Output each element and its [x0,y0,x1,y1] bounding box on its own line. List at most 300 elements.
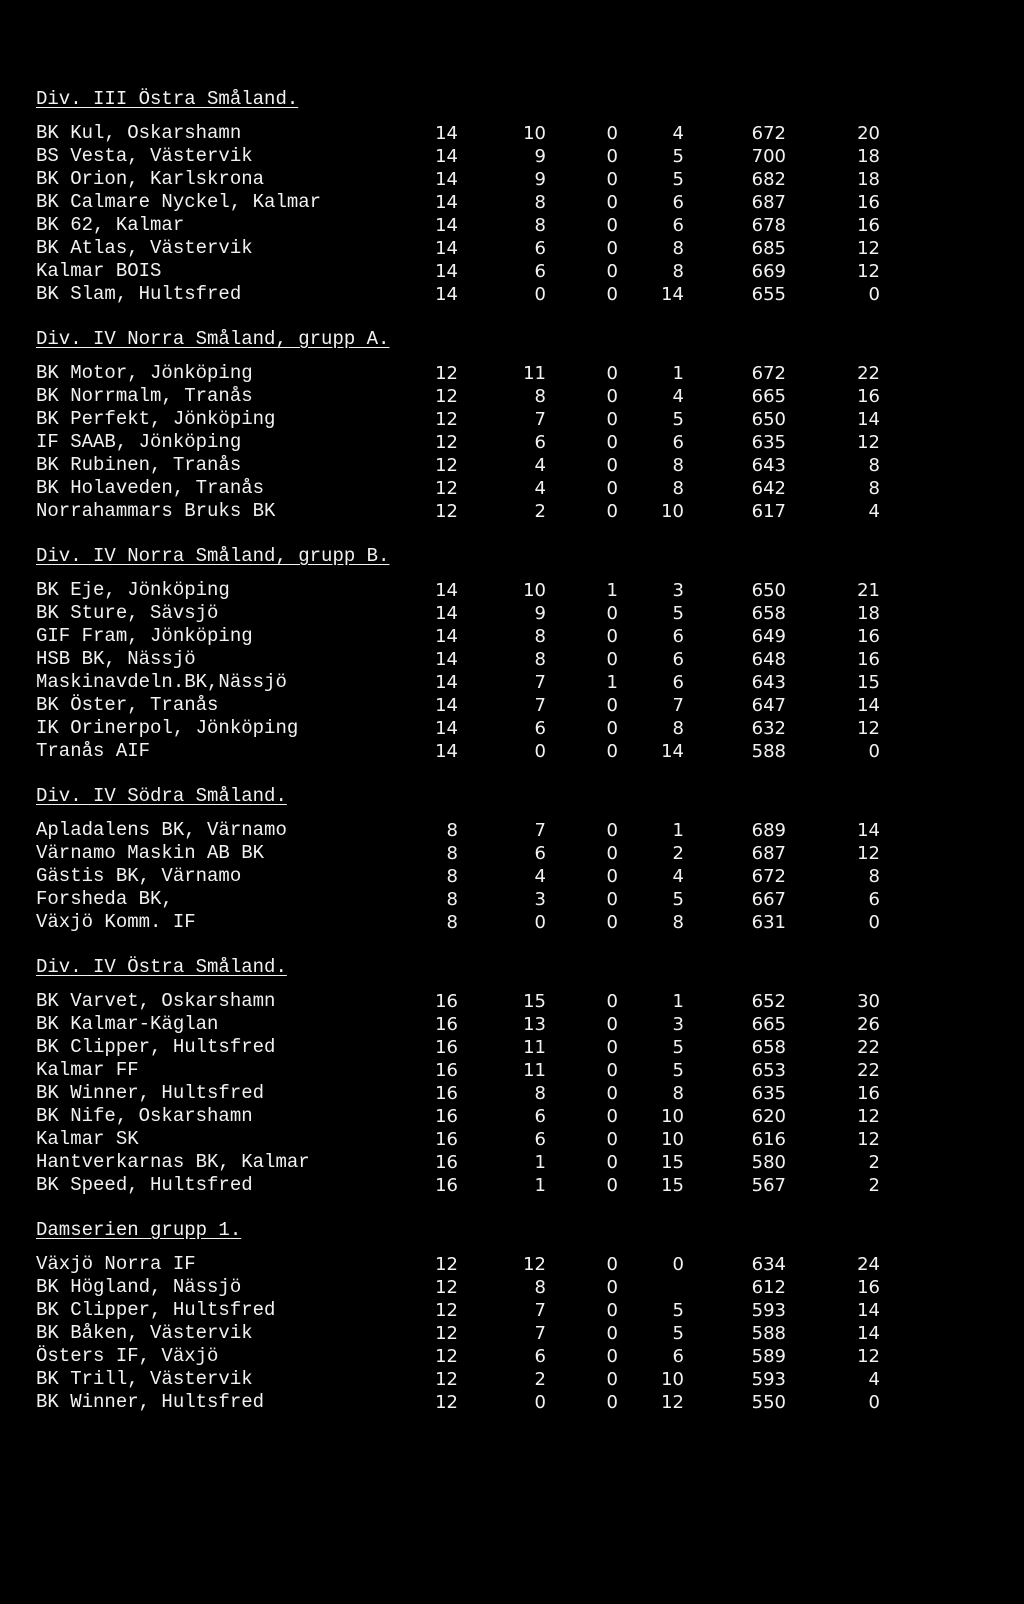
points: 16 [857,215,880,236]
pins-average: 642 [751,478,786,499]
team-name: BK Holaveden, Tranås [36,477,265,499]
draws: 0 [606,912,618,933]
draws: 0 [606,741,618,762]
points: 0 [868,1392,880,1413]
wins: 15 [523,991,546,1012]
team-row [36,648,996,671]
team-name: BK Högland, Nässjö [36,1276,242,1298]
draws: 0 [606,169,618,190]
team-row [36,1013,996,1036]
points: 26 [857,1014,880,1035]
wins: 8 [534,649,546,670]
losses: 8 [672,455,684,476]
losses: 5 [672,1037,684,1058]
wins: 9 [534,169,546,190]
division-title: Div. IV Södra Småland. [36,785,287,807]
draws: 0 [606,695,618,716]
team-name: BK Clipper, Hultsfred [36,1036,276,1058]
team-row [36,1151,996,1174]
points: 8 [868,478,880,499]
draws: 0 [606,1060,618,1081]
losses: 10 [661,1129,684,1150]
standings-table [36,1253,996,1414]
wins: 6 [534,1129,546,1150]
team-row [36,1345,996,1368]
points: 16 [857,386,880,407]
draws: 0 [606,261,618,282]
losses: 6 [672,215,684,236]
points: 12 [857,432,880,453]
matches-played: 12 [435,478,458,499]
matches-played: 16 [435,1083,458,1104]
pins-average: 685 [751,238,786,259]
team-name: BK Trill, Västervik [36,1368,253,1390]
draws: 0 [606,649,618,670]
points: 2 [868,1175,880,1196]
wins: 7 [534,820,546,841]
pins-average: 689 [751,820,786,841]
team-name: BK Kalmar-Käglan [36,1013,219,1035]
points: 18 [857,603,880,624]
matches-played: 14 [435,146,458,167]
matches-played: 14 [435,284,458,305]
wins: 11 [523,363,546,384]
pins-average: 669 [751,261,786,282]
team-row [36,214,996,237]
matches-played: 12 [435,1277,458,1298]
matches-played: 12 [435,501,458,522]
wins: 7 [534,672,546,693]
draws: 1 [606,580,618,601]
pins-average: 687 [751,843,786,864]
team-row [36,1299,996,1322]
team-row [36,237,996,260]
draws: 0 [606,386,618,407]
draws: 0 [606,1014,618,1035]
matches-played: 14 [435,718,458,739]
matches-played: 12 [435,386,458,407]
points: 12 [857,718,880,739]
points: 21 [857,580,880,601]
matches-played: 8 [446,843,458,864]
standings-table [36,990,996,1197]
wins: 6 [534,1106,546,1127]
points: 12 [857,261,880,282]
team-name: Hantverkarnas BK, Kalmar [36,1151,310,1173]
team-name: Forsheda BK, [36,888,173,910]
team-name: BK Öster, Tranås [36,694,219,716]
pins-average: 650 [751,409,786,430]
pins-average: 700 [751,146,786,167]
matches-played: 12 [435,455,458,476]
points: 14 [857,409,880,430]
pins-average: 634 [751,1254,786,1275]
team-name: IF SAAB, Jönköping [36,431,242,453]
matches-played: 12 [435,1254,458,1275]
points: 15 [857,672,880,693]
team-name: Tranås AIF [36,740,151,762]
team-row [36,122,996,145]
team-row [36,911,996,934]
matches-played: 12 [435,1323,458,1344]
losses: 15 [661,1152,684,1173]
losses: 4 [672,123,684,144]
team-row [36,385,996,408]
draws: 0 [606,1323,618,1344]
losses: 6 [672,649,684,670]
matches-played: 12 [435,1369,458,1390]
draws: 0 [606,718,618,739]
pins-average: 655 [751,284,786,305]
losses: 8 [672,912,684,933]
points: 22 [857,1060,880,1081]
team-name: Apladalens BK, Värnamo [36,819,287,841]
matches-played: 14 [435,261,458,282]
division-section [36,785,996,934]
division-title: Div. IV Norra Småland, grupp B. [36,545,390,567]
points: 22 [857,363,880,384]
pins-average: 650 [751,580,786,601]
points: 20 [857,123,880,144]
team-row [36,990,996,1013]
draws: 0 [606,1300,618,1321]
losses: 7 [672,695,684,716]
draws: 0 [606,866,618,887]
points: 16 [857,192,880,213]
team-name: BK Calmare Nyckel, Kalmar [36,191,322,213]
team-name: Värnamo Maskin AB BK [36,842,265,864]
pins-average: 588 [751,1323,786,1344]
pins-average: 612 [751,1277,786,1298]
wins: 7 [534,1300,546,1321]
wins: 7 [534,1323,546,1344]
losses: 8 [672,718,684,739]
team-name: IK Orinerpol, Jönköping [36,717,299,739]
losses: 1 [672,991,684,1012]
points: 18 [857,169,880,190]
losses: 10 [661,1369,684,1390]
team-name: BK Varvet, Oskarshamn [36,990,276,1012]
points: 14 [857,1300,880,1321]
pins-average: 667 [751,889,786,910]
losses: 5 [672,1323,684,1344]
team-name: BK Winner, Hultsfred [36,1082,265,1104]
team-row [36,717,996,740]
team-name: BK Sture, Sävsjö [36,602,219,624]
pins-average: 672 [751,866,786,887]
losses: 6 [672,192,684,213]
team-name: HSB BK, Nässjö [36,648,196,670]
points: 14 [857,1323,880,1344]
draws: 0 [606,1392,618,1413]
wins: 10 [523,580,546,601]
pins-average: 620 [751,1106,786,1127]
draws: 0 [606,843,618,864]
matches-played: 8 [446,912,458,933]
team-row [36,500,996,523]
losses: 5 [672,169,684,190]
points: 0 [868,912,880,933]
team-name: BK Båken, Västervik [36,1322,253,1344]
losses: 14 [661,284,684,305]
points: 2 [868,1152,880,1173]
pins-average: 593 [751,1300,786,1321]
pins-average: 580 [751,1152,786,1173]
wins: 10 [523,123,546,144]
wins: 12 [523,1254,546,1275]
pins-average: 588 [751,741,786,762]
losses: 3 [672,1014,684,1035]
team-row [36,1253,996,1276]
losses: 5 [672,1060,684,1081]
losses: 6 [672,1346,684,1367]
team-name: BK Motor, Jönköping [36,362,253,384]
pins-average: 631 [751,912,786,933]
points: 16 [857,1083,880,1104]
team-row [36,1036,996,1059]
wins: 6 [534,843,546,864]
standings-table [36,362,996,523]
losses: 6 [672,626,684,647]
team-row [36,454,996,477]
draws: 0 [606,1106,618,1127]
team-row [36,408,996,431]
points: 12 [857,238,880,259]
team-row [36,740,996,763]
points: 6 [868,889,880,910]
matches-played: 14 [435,649,458,670]
team-row [36,888,996,911]
draws: 0 [606,478,618,499]
draws: 0 [606,1175,618,1196]
matches-played: 16 [435,1106,458,1127]
division-section [36,1219,996,1414]
standings-table [36,579,996,763]
matches-played: 16 [435,1175,458,1196]
team-name: BK Clipper, Hultsfred [36,1299,276,1321]
draws: 0 [606,1277,618,1298]
team-name: Gästis BK, Värnamo [36,865,242,887]
losses: 6 [672,672,684,693]
pins-average: 665 [751,1014,786,1035]
matches-played: 16 [435,991,458,1012]
draws: 0 [606,820,618,841]
pins-average: 658 [751,1037,786,1058]
team-row [36,477,996,500]
points: 14 [857,695,880,716]
team-row [36,1276,996,1299]
pins-average: 652 [751,991,786,1012]
draws: 0 [606,1083,618,1104]
pins-average: 567 [751,1175,786,1196]
wins: 8 [534,626,546,647]
draws: 0 [606,146,618,167]
wins: 1 [534,1175,546,1196]
draws: 0 [606,215,618,236]
wins: 4 [534,478,546,499]
draws: 0 [606,1037,618,1058]
draws: 0 [606,1129,618,1150]
team-name: BK Nife, Oskarshamn [36,1105,253,1127]
team-row [36,260,996,283]
matches-played: 16 [435,1152,458,1173]
team-name: Östers IF, Växjö [36,1345,219,1367]
team-row [36,625,996,648]
points: 16 [857,649,880,670]
pins-average: 678 [751,215,786,236]
losses: 10 [661,1106,684,1127]
pins-average: 635 [751,432,786,453]
team-row [36,602,996,625]
team-row [36,1368,996,1391]
wins: 13 [523,1014,546,1035]
wins: 9 [534,603,546,624]
team-name: Norrahammars Bruks BK [36,500,276,522]
losses: 6 [672,432,684,453]
wins: 6 [534,1346,546,1367]
draws: 0 [606,363,618,384]
pins-average: 687 [751,192,786,213]
matches-played: 8 [446,889,458,910]
team-name: Kalmar FF [36,1059,139,1081]
pins-average: 616 [751,1129,786,1150]
wins: 7 [534,695,546,716]
wins: 6 [534,238,546,259]
wins: 0 [534,284,546,305]
losses: 5 [672,603,684,624]
losses: 10 [661,501,684,522]
team-row [36,1082,996,1105]
wins: 0 [534,912,546,933]
draws: 0 [606,991,618,1012]
division-title: Div. IV Östra Småland. [36,956,287,978]
team-row [36,145,996,168]
losses: 5 [672,409,684,430]
wins: 4 [534,866,546,887]
division-title: Div. IV Norra Småland, grupp A. [36,328,390,350]
wins: 1 [534,1152,546,1173]
draws: 0 [606,1346,618,1367]
wins: 0 [534,1392,546,1413]
matches-played: 14 [435,695,458,716]
losses: 15 [661,1175,684,1196]
matches-played: 14 [435,672,458,693]
pins-average: 617 [751,501,786,522]
team-name: BK 62, Kalmar [36,214,185,236]
losses: 8 [672,261,684,282]
team-row [36,191,996,214]
team-name: BK Eje, Jönköping [36,579,230,601]
draws: 0 [606,123,618,144]
team-row [36,431,996,454]
matches-played: 16 [435,1037,458,1058]
standings-sheet [36,88,996,1436]
team-row [36,1105,996,1128]
draws: 0 [606,1254,618,1275]
points: 8 [868,866,880,887]
losses: 8 [672,238,684,259]
wins: 8 [534,192,546,213]
losses: 0 [672,1254,684,1275]
points: 12 [857,1346,880,1367]
pins-average: 665 [751,386,786,407]
team-row [36,694,996,717]
team-row [36,842,996,865]
matches-played: 14 [435,215,458,236]
pins-average: 589 [751,1346,786,1367]
pins-average: 648 [751,649,786,670]
losses: 4 [672,866,684,887]
team-name: BK Speed, Hultsfred [36,1174,253,1196]
losses: 1 [672,820,684,841]
team-name: Kalmar BOIS [36,260,162,282]
losses: 3 [672,580,684,601]
division-section [36,328,996,523]
team-row [36,362,996,385]
matches-played: 8 [446,820,458,841]
division-title: Div. III Östra Småland. [36,88,299,110]
points: 4 [868,1369,880,1390]
team-name: BK Orion, Karlskrona [36,168,265,190]
matches-played: 14 [435,238,458,259]
matches-played: 12 [435,363,458,384]
losses: 5 [672,146,684,167]
matches-played: 14 [435,169,458,190]
wins: 3 [534,889,546,910]
team-name: BK Rubinen, Tranås [36,454,242,476]
team-name: Maskinavdeln.BK,Nässjö [36,671,287,693]
wins: 6 [534,261,546,282]
team-name: BK Perfekt, Jönköping [36,408,276,430]
wins: 8 [534,1277,546,1298]
matches-played: 14 [435,603,458,624]
division-section [36,88,996,306]
team-name: Kalmar SK [36,1128,139,1150]
matches-played: 14 [435,741,458,762]
losses: 14 [661,741,684,762]
team-row [36,1391,996,1414]
losses: 12 [661,1392,684,1413]
points: 4 [868,501,880,522]
matches-played: 12 [435,432,458,453]
draws: 0 [606,238,618,259]
draws: 1 [606,672,618,693]
wins: 7 [534,409,546,430]
wins: 6 [534,718,546,739]
draws: 0 [606,501,618,522]
losses: 8 [672,1083,684,1104]
team-name: BK Kul, Oskarshamn [36,122,242,144]
matches-played: 16 [435,1129,458,1150]
division-section [36,545,996,763]
points: 22 [857,1037,880,1058]
draws: 0 [606,1152,618,1173]
team-row [36,865,996,888]
wins: 9 [534,146,546,167]
points: 12 [857,1129,880,1150]
team-name: Växjö Komm. IF [36,911,196,933]
team-row [36,819,996,842]
pins-average: 647 [751,695,786,716]
team-row [36,579,996,602]
pins-average: 672 [751,363,786,384]
points: 0 [868,741,880,762]
matches-played: 14 [435,580,458,601]
points: 14 [857,820,880,841]
team-row [36,1128,996,1151]
points: 0 [868,284,880,305]
draws: 0 [606,409,618,430]
